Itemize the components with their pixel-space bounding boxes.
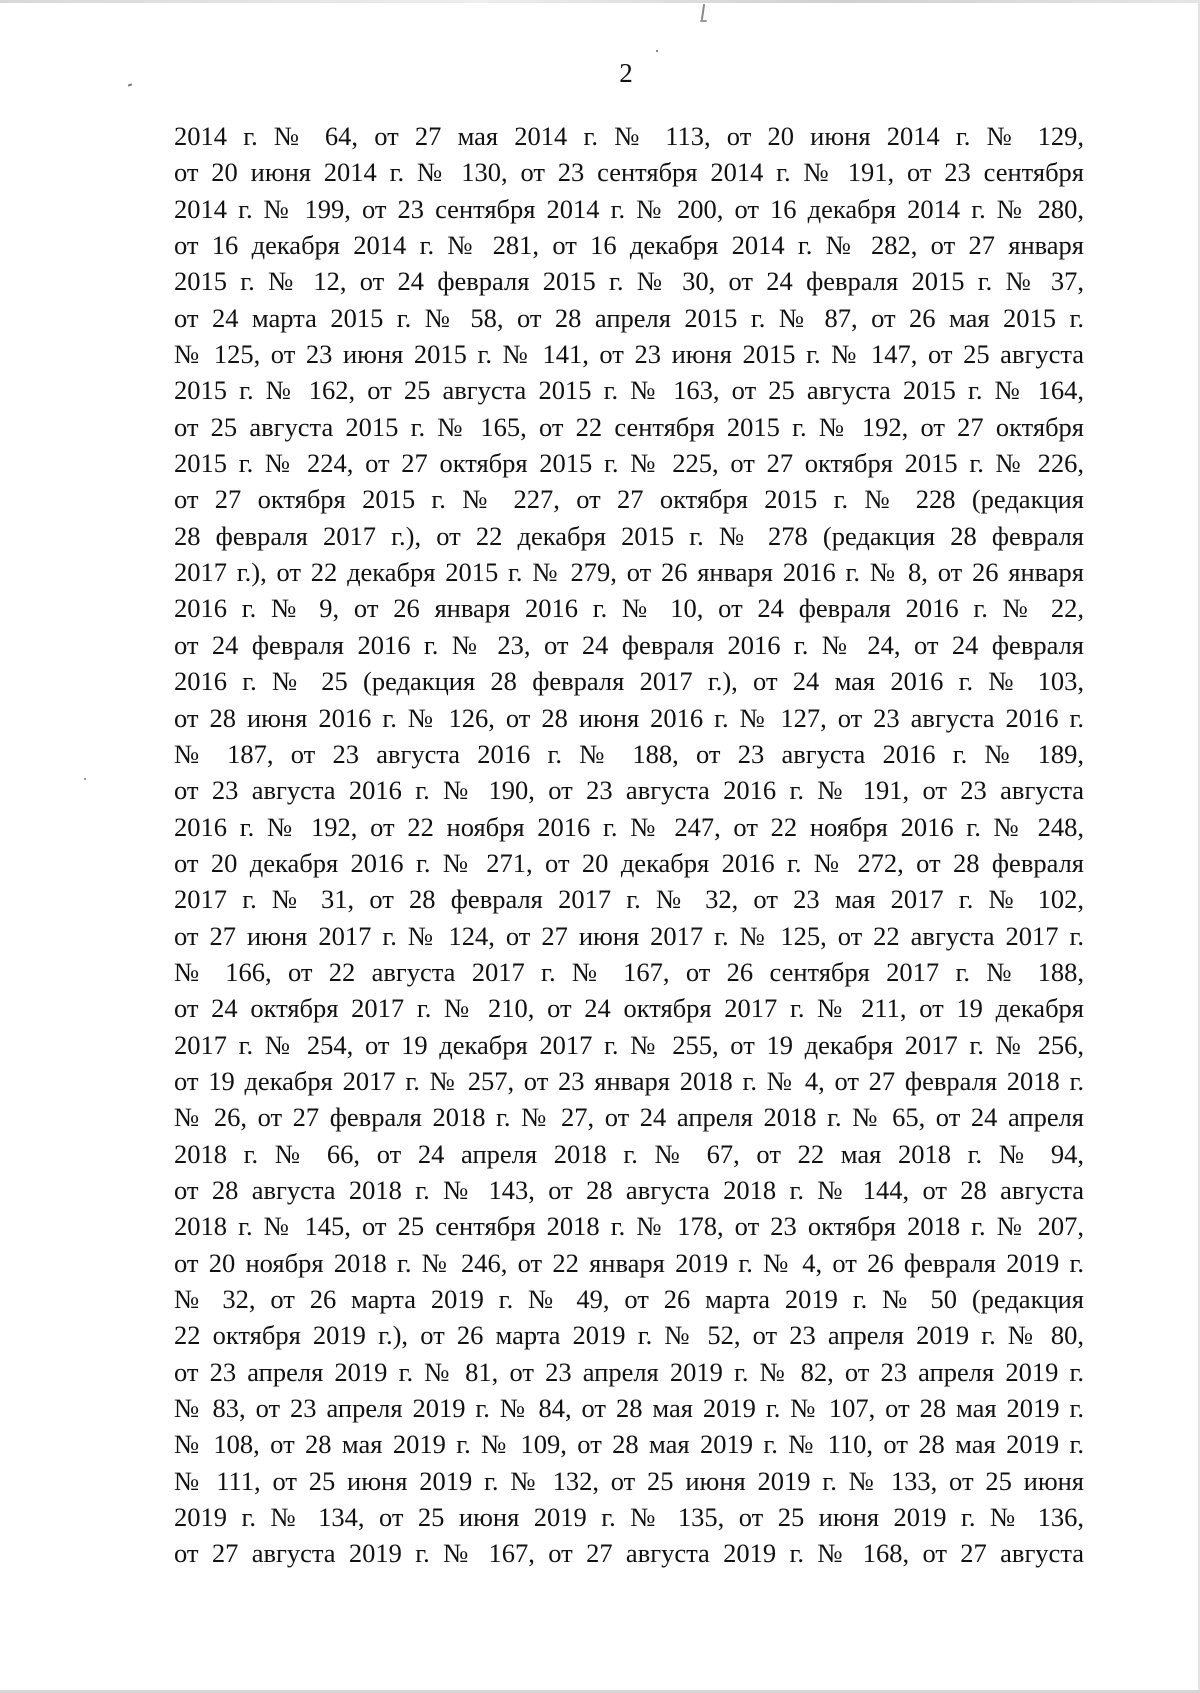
scan-speck [84, 778, 86, 780]
text-line: 28 февраля 2017 г.), от 22 декабря 2015 г. № 278 (редакция 28 февраля [174, 520, 1084, 551]
text-line: 2015 г. № 162, от 25 августа 2015 г. № 163, от 25 августа 2015 г. № 164, [174, 375, 1084, 406]
text-line: № 187, от 23 августа 2016 г. № 188, от 23 августа 2016 г. № 189, [174, 738, 1084, 769]
text-line: от 20 ноября 2018 г. № 246, от 22 января 2019 г. № 4, от 26 февраля 2019 г. [174, 1247, 1084, 1278]
text-line: 2016 г. № 9, от 26 января 2016 г. № 10, от 24 февраля 2016 г. № 22, [174, 593, 1084, 624]
text-line: от 20 июня 2014 г. № 130, от 23 сентября 2014 г. № 191, от 23 сентября [174, 157, 1084, 188]
text-line: 2014 г. № 199, от 23 сентября 2014 г. № 200, от 16 декабря 2014 г. № 280, [174, 193, 1084, 224]
text-line: 2018 г. № 145, от 25 сентября 2018 г. № 178, от 23 октября 2018 г. № 207, [174, 1211, 1084, 1242]
text-line: 2019 г. № 134, от 25 июня 2019 г. № 135, от 25 июня 2019 г. № 136, [174, 1502, 1084, 1533]
scan-speck [656, 50, 658, 52]
text-line: № 26, от 27 февраля 2018 г. № 27, от 24 апреля 2018 г. № 65, от 24 апреля [174, 1102, 1084, 1133]
text-line: 22 октября 2019 г.), от 26 марта 2019 г. № 52, от 23 апреля 2019 г. № 80, [174, 1320, 1084, 1351]
text-line: от 16 декабря 2014 г. № 281, от 16 декабря 2014 г. № 282, от 27 января [174, 230, 1084, 261]
text-line: от 28 июня 2016 г. № 126, от 28 июня 2016 г. № 127, от 23 августа 2016 г. [174, 702, 1084, 733]
text-line: 2016 г. № 192, от 22 ноября 2016 г. № 247, от 22 ноября 2016 г. № 248, [174, 811, 1084, 842]
text-line: от 27 октября 2015 г. № 227, от 27 октября 2015 г. № 228 (редакция [174, 484, 1084, 515]
scan-mark [701, 4, 705, 20]
text-line: № 111, от 25 июня 2019 г. № 132, от 25 июня 2019 г. № 133, от 25 июня [174, 1465, 1084, 1496]
text-line: № 83, от 23 апреля 2019 г. № 84, от 28 мая 2019 г. № 107, от 28 мая 2019 г. [174, 1393, 1084, 1424]
text-line: № 166, от 22 августа 2017 г. № 167, от 26 сентября 2017 г. № 188, [174, 956, 1084, 987]
text-line: от 24 февраля 2016 г. № 23, от 24 февраля 2016 г. № 24, от 24 февраля [174, 629, 1084, 660]
text-line: от 28 августа 2018 г. № 143, от 28 августа 2018 г. № 144, от 28 августа [174, 1174, 1084, 1205]
text-line: 2015 г. № 12, от 24 февраля 2015 г. № 30, от 24 февраля 2015 г. № 37, [174, 266, 1084, 297]
text-line: от 24 октября 2017 г. № 210, от 24 октября 2017 г. № 211, от 19 декабря [174, 993, 1084, 1024]
text-line: № 125, от 23 июня 2015 г. № 141, от 23 июня 2015 г. № 147, от 25 августа [174, 339, 1084, 370]
text-line: 2017 г.), от 22 декабря 2015 г. № 279, от 26 января 2016 г. № 8, от 26 января [174, 557, 1084, 588]
text-line: от 23 августа 2016 г. № 190, от 23 августа 2016 г. № 191, от 23 августа [174, 775, 1084, 806]
scan-mark [700, 20, 707, 22]
text-line: от 20 декабря 2016 г. № 271, от 20 декабря 2016 г. № 272, от 28 февраля [174, 847, 1084, 878]
text-line: от 27 июня 2017 г. № 124, от 27 июня 2017 г. № 125, от 22 августа 2017 г. [174, 920, 1084, 951]
text-line: 2018 г. № 66, от 24 апреля 2018 г. № 67, от 22 мая 2018 г. № 94, [174, 1138, 1084, 1169]
text-line: от 27 августа 2019 г. № 167, от 27 августа 2019 г. № 168, от 27 августа [174, 1538, 1084, 1569]
text-line: 2015 г. № 224, от 27 октября 2015 г. № 225, от 27 октября 2015 г. № 226, [174, 448, 1084, 479]
text-line: от 23 апреля 2019 г. № 81, от 23 апреля 2019 г. № 82, от 23 апреля 2019 г. [174, 1356, 1084, 1387]
scan-edge-top [0, 0, 1200, 3]
page-number: 2 [619, 58, 633, 88]
text-line: 2017 г. № 254, от 19 декабря 2017 г. № 255, от 19 декабря 2017 г. № 256, [174, 1029, 1084, 1060]
text-line: от 19 декабря 2017 г. № 257, от 23 января 2018 г. № 4, от 27 февраля 2018 г. [174, 1065, 1084, 1096]
text-line: № 108, от 28 мая 2019 г. № 109, от 28 мая 2019 г. № 110, от 28 мая 2019 г. [174, 1429, 1084, 1460]
text-line: 2016 г. № 25 (редакция 28 февраля 2017 г.), от 24 мая 2016 г. № 103, [174, 666, 1084, 697]
text-line: 2014 г. № 64, от 27 мая 2014 г. № 113, от 20 июня 2014 г. № 129, [174, 121, 1084, 151]
text-line: от 25 августа 2015 г. № 165, от 22 сентября 2015 г. № 192, от 27 октября [174, 411, 1084, 442]
text-line: 2017 г. № 31, от 28 февраля 2017 г. № 32, от 23 мая 2017 г. № 102, [174, 884, 1084, 915]
body-paragraph [174, 118, 1084, 1572]
text-line: № 32, от 26 марта 2019 г. № 49, от 26 марта 2019 г. № 50 (редакция [174, 1284, 1084, 1314]
text-line: от 24 марта 2015 г. № 58, от 28 апреля 2015 г. № 87, от 26 мая 2015 г. [174, 302, 1084, 333]
